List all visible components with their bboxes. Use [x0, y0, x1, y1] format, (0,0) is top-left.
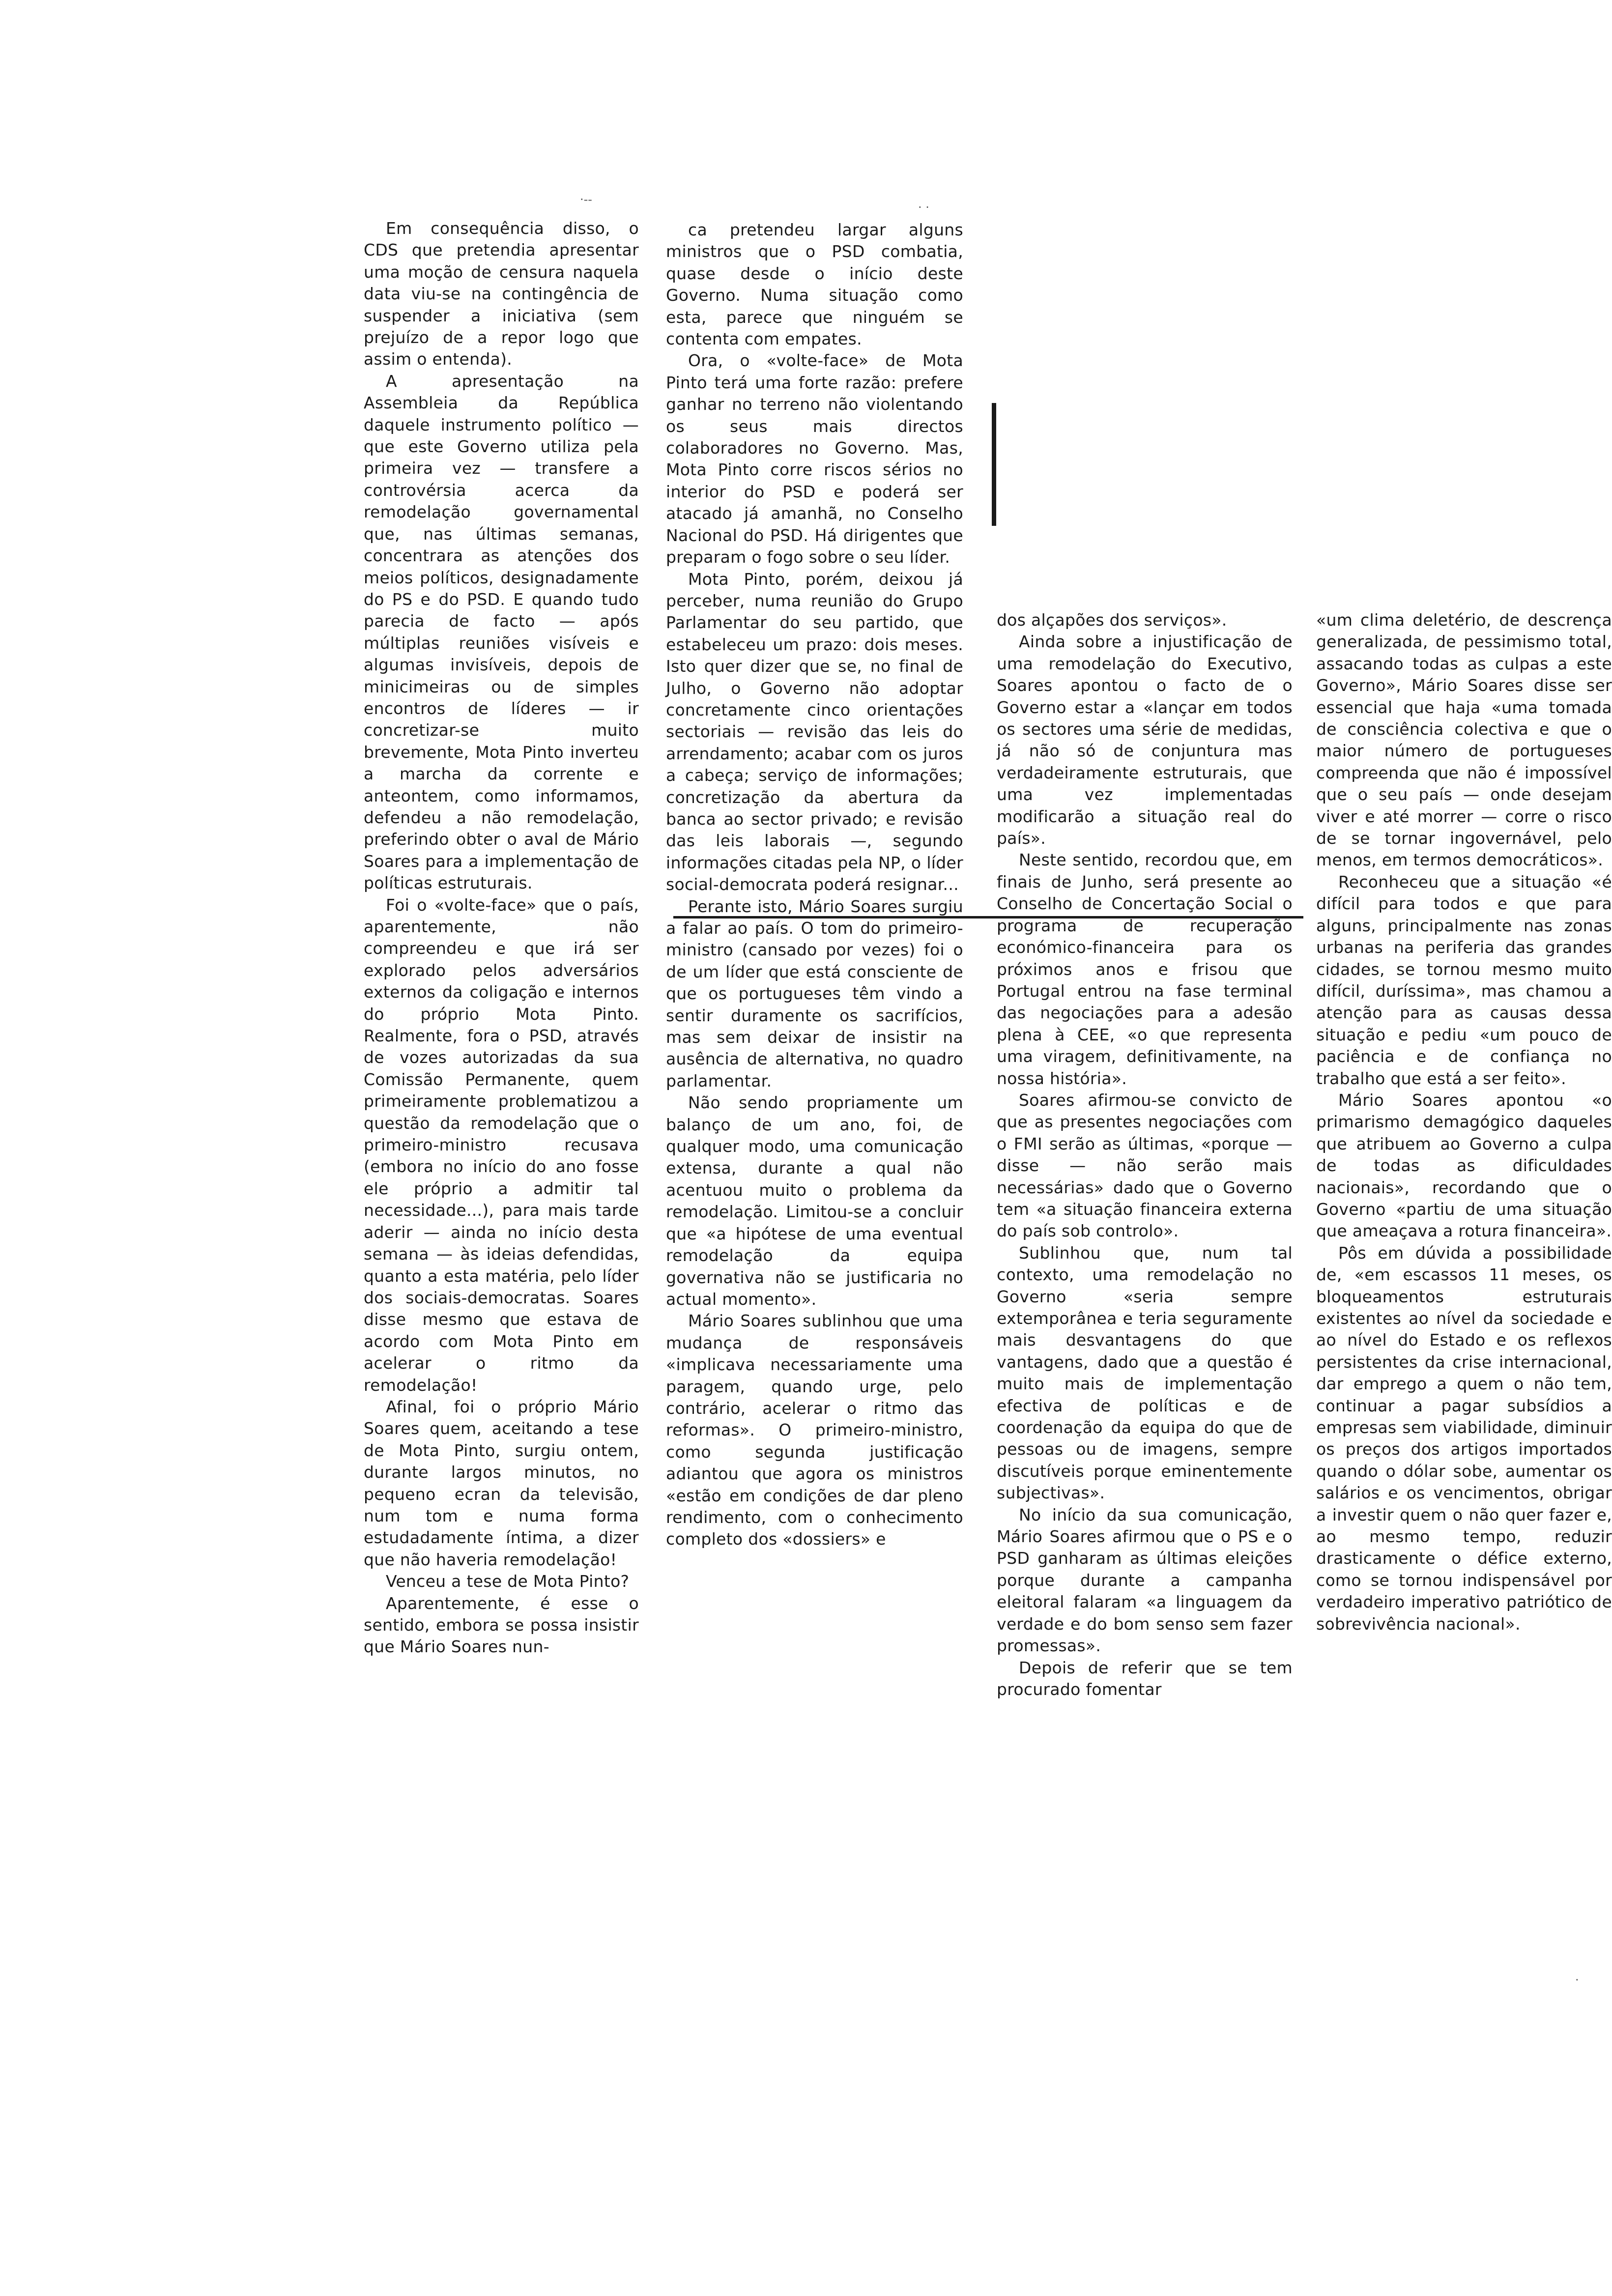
column-rule-mark [992, 403, 996, 526]
paragraph: Sublinhou que, num tal contexto, uma remodelação no Governo «seria sempre extemporânea e teria seguramente mais desvantagens do que vantagens, dado que a questão é muito mais de implementação efectiva de políticas e de coordenação da equipa do que de pessoas ou de imagens, sempre discutíveis porque eminentemente subjectivas». [997, 1243, 1293, 1503]
article-column-1 [364, 218, 639, 1658]
paragraph: «um clima deletério, de descrença generalizada, de pessimismo total, assacando todas as culpas a este Governo», Mário Soares disse ser essencial que haja «uma tomada de consciência colectiva e que o maior número de portugueses compreenda que não é impossível que o seu país — onde desejam viver e até morrer — corre o risco de se tornar ingovernável, pelo menos, em termos democráticos». [1316, 610, 1612, 870]
paragraph: Foi o «volte-face» que o país, aparentemente, não compreendeu e que irá ser explorado pelos adversários externos da coligação e internos do próprio Mota Pinto. Realmente, fora o PSD, através de vozes autorizadas da sua Comissão Permanente, quem primeiramente problematizou a questão da remodelação que o primeiro-ministro recusava (embora no início do ano fosse ele próprio a admitir tal necessidade...), para mais tarde aderir — ainda no início desta semana — às ideias defendidas, quanto a esta matéria, pelo líder dos sociais-democratas. Soares disse mesmo que estava de acordo com Mota Pinto em acelerar o ritmo da remodelação! [364, 895, 639, 1395]
paragraph: Reconheceu que a situação «é difícil para todos e que para alguns, principalmente nas zonas urbanas na periferia das grandes cidades, se tornou mesmo muito difícil, duríssima», mas chamou a atenção para as causas dessa situação e pediu «um pouco de paciência e de confiança no trabalho que está a ser feito». [1316, 872, 1612, 1088]
paragraph: Afinal, foi o próprio Mário Soares quem, aceitando a tese de Mota Pinto, surgiu ontem, durante largos minutos, no pequeno ecran da televisão, num tom e numa forma estudadamente íntima, a dizer que não haveria remodelação! [364, 1397, 639, 1569]
paragraph: Mário Soares apontou «o primarismo demagógico daqueles que atribuem ao Governo a culpa de todas as dificuldades nacionais», recordando que o Governo «partiu de uma situação que ameaçava a rotura financeira». [1316, 1090, 1612, 1241]
article-column-3 [997, 609, 1293, 1700]
paragraph: Venceu a tese de Mota Pinto? [386, 1572, 630, 1591]
paragraph: Mário Soares sublinhou que uma mudança de responsáveis «implicava necessariamente uma paragem, quando urge, pelo contrário, acelerar o ritmo das reformas». O primeiro-ministro, como segunda justificação adiantou que agora os ministros «estão em condições de dar pleno rendimento, com o conhecimento completo dos «dossiers» e [666, 1311, 963, 1549]
ink-speck: · [1575, 1973, 1579, 1987]
paragraph: Aparentemente, é esse o sentido, embora se possa insistir que Mário Soares nun- [364, 1593, 639, 1657]
paragraph: Não sendo propriamente um balanço de um ano, foi, de qualquer modo, uma comunicação extensa, durante a qual não acentuou muito o problema da remodelação. Limitou-se a concluir que «a hipótese de uma eventual remodelação da equipa governativa não se justificaria no actual momento». [666, 1093, 963, 1309]
paragraph: Ora, o «volte-face» de Mota Pinto terá uma forte razão: prefere ganhar no terreno não violentando os seus mais directos colaboradores no Governo. Mas, Mota Pinto corre riscos sérios no interior do PSD e poderá ser atacado já amanhã, no Conselho Nacional do PSD. Há dirigentes que preparam o fogo sobre o seu líder. [666, 351, 963, 567]
article-column-2 [666, 219, 963, 1550]
paragraph: ca pretendeu largar alguns ministros que o PSD combatia, quase desde o início deste Governo. Numa situação como esta, parece que ninguém se contenta com empates. [666, 220, 963, 349]
paragraph: dos alçapões dos serviços». [997, 610, 1227, 630]
article-column-4 [1316, 609, 1612, 1635]
paragraph: Em consequência disso, o CDS que pretendia apresentar uma moção de censura naquela data viu-se na contingência de suspender a iniciativa (sem prejuízo de a repor logo que assim o entenda). [364, 219, 639, 369]
paragraph: Ainda sobre a injustificação de uma remodelação do Executivo, Soares apontou o facto de o Governo estar a «lançar em todos os sectores uma série de medidas, já não só de conjuntura mas verdadeiramente estruturais, que uma vez implementadas modificarão a situação real do país». [997, 632, 1293, 848]
ink-speck: · · [918, 201, 929, 214]
paragraph: Perante isto, Mário Soares surgiu a falar ao país. O tom do primeiro-ministro (cansado por vezes) foi o de um líder que está consciente de que os portugueses têm vindo a sentir duramente os sacrifícios, mas sem deixar de insistir na ausência de alternativa, no quadro parlamentar. [666, 896, 963, 1091]
paragraph: A apresentação na Assembleia da República daquele instrumento político — que este Governo utiliza pela primeira vez — transfere a controvérsia acerca da remodelação governamental que, nas últimas semanas, concentrara as atenções dos meios políticos, designadamente do PS e do PSD. E quando tudo parecia de facto — após múltiplas reuniões visíveis e algumas invisíveis, depois de minicimeiras ou de simples encontros de líderes — ir concretizar-se muito brevemente, Mota Pinto inverteu a marcha da corrente e anteontem, como informamos, defendeu a não remodelação, preferindo obter o aval de Mário Soares para a implementação de políticas estruturais. [364, 371, 639, 893]
paragraph: Neste sentido, recordou que, em finais de Junho, será presente ao Conselho de Concertação Social o programa de recuperação económico-financeira para os próximos anos e frisou que Portugal entrou na fase terminal das negociações para a adesão plena à CEE, «o que representa uma viragem, definitivamente, na nossa história». [997, 850, 1293, 1088]
paragraph: Soares afirmou-se convicto de que as presentes negociações com o FMI serão as últimas, «porque — disse — não serão mais necessárias» dado que o Governo tem «a situação financeira externa do país sob controlo». [997, 1090, 1293, 1241]
paragraph: No início da sua comunicação, Mário Soares afirmou que o PS e o PSD ganharam as últimas eleições porque durante a campanha eleitoral falaram «a linguagem da verdade e do bom senso sem fazer promessas». [997, 1505, 1293, 1656]
ink-speck: ·-‐ [580, 193, 592, 206]
paragraph: Depois de referir que se tem procurado fomentar [997, 1658, 1293, 1699]
paragraph: Mota Pinto, porém, deixou já perceber, numa reunião do Grupo Parlamentar do seu partido, que estabeleceu um prazo: dois meses. Isto quer dizer que se, no final de Julho, o Governo não adoptar concretamente cinco orientações sectoriais — revisão das leis do arrendamento; acabar com os juros a cabeça; serviço de informações; concretização da abertura da banca ao sector privado; e revisão das leis laborais —, segundo informações citadas pela NP, o líder social-democrata poderá resignar... [666, 569, 963, 894]
paragraph: Pôs em dúvida a possibilidade de, «em escassos 11 meses, os bloqueamentos estruturais existentes ao nível da sociedade e ao nível do Estado e os reflexos persistentes da crise internacional, dar emprego a quem o não tem, continuar a pagar subsídios a empresas sem viabilidade, diminuir os preços dos artigos importados quando o dólar sobe, aumentar os salários e os vencimentos, obrigar a investir quem o não quer fazer e, ao mesmo tempo, reduzir drasticamente o défice externo, como se tornou indispensável por verdadeiro imperativo patriótico de sobrevivência nacional». [1316, 1243, 1612, 1634]
